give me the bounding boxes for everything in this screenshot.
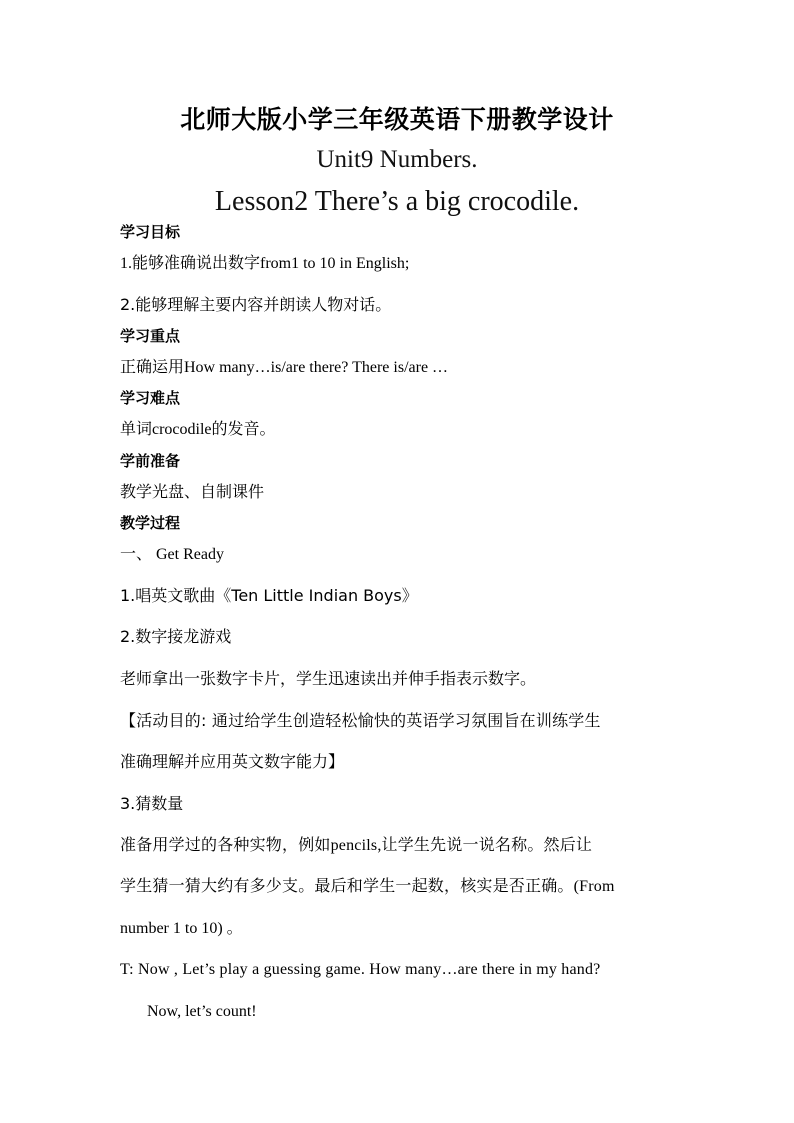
difficulty-heading: 学习难点 [120,389,181,407]
teacher-line-1: T: Now , Let’s play a guessing game. How many…are there in my hand? [120,961,601,978]
activity-purpose-line-1: 【活动目的: 通过给学生创造轻松愉快的英语学习氛围旨在训练学生 [120,711,601,730]
document-title: 北师大版小学三年级英语下册教学设计 [180,105,614,134]
difficulty-text: 单词crocodile的发音。 [120,421,276,438]
activity-purpose-line-2: 准确理解并应用英文数字能力】 [120,752,345,771]
key-point: 正确运用How many…is/are there? There is/are … [120,359,449,376]
lesson-title: Lesson2 There’s a big crocodile. [214,186,580,217]
process-heading: 教学过程 [120,514,181,532]
game-description: 老师拿出一张数字卡片，学生迅速读出并伸手指表示数字。 [120,669,537,688]
song-activity: 1.唱英文歌曲《Ten Little Indian Boys》 [120,586,418,605]
objective-1: 1.能够准确说出数字from1 to 10 in English; [120,255,410,272]
objectives-heading: 学习目标 [120,223,181,241]
number-chain-game: 2.数字接龙游戏 [120,627,232,646]
guess-line-1: 准备用学过的各种实物，例如pencils,让学生先说一说名称。然后让 [120,837,593,854]
objective-2: 2.能够理解主要内容并朗读人物对话。 [120,295,392,314]
guess-line-2: 学生猜一猜大约有多少支。最后和学生一起数，核实是否正确。(From [120,878,615,895]
key-points-heading: 学习重点 [120,327,181,345]
step-get-ready: 一、 Get Ready [120,546,224,563]
guess-heading: 3.猜数量 [120,794,184,813]
guess-line-3: number 1 to 10) 。 [120,920,243,937]
teacher-line-2: Now, let’s count! [147,1003,257,1020]
unit-title: Unit9 Numbers. [316,146,478,173]
prep-text: 教学光盘、自制课件 [120,482,265,501]
prep-heading: 学前准备 [120,452,181,470]
